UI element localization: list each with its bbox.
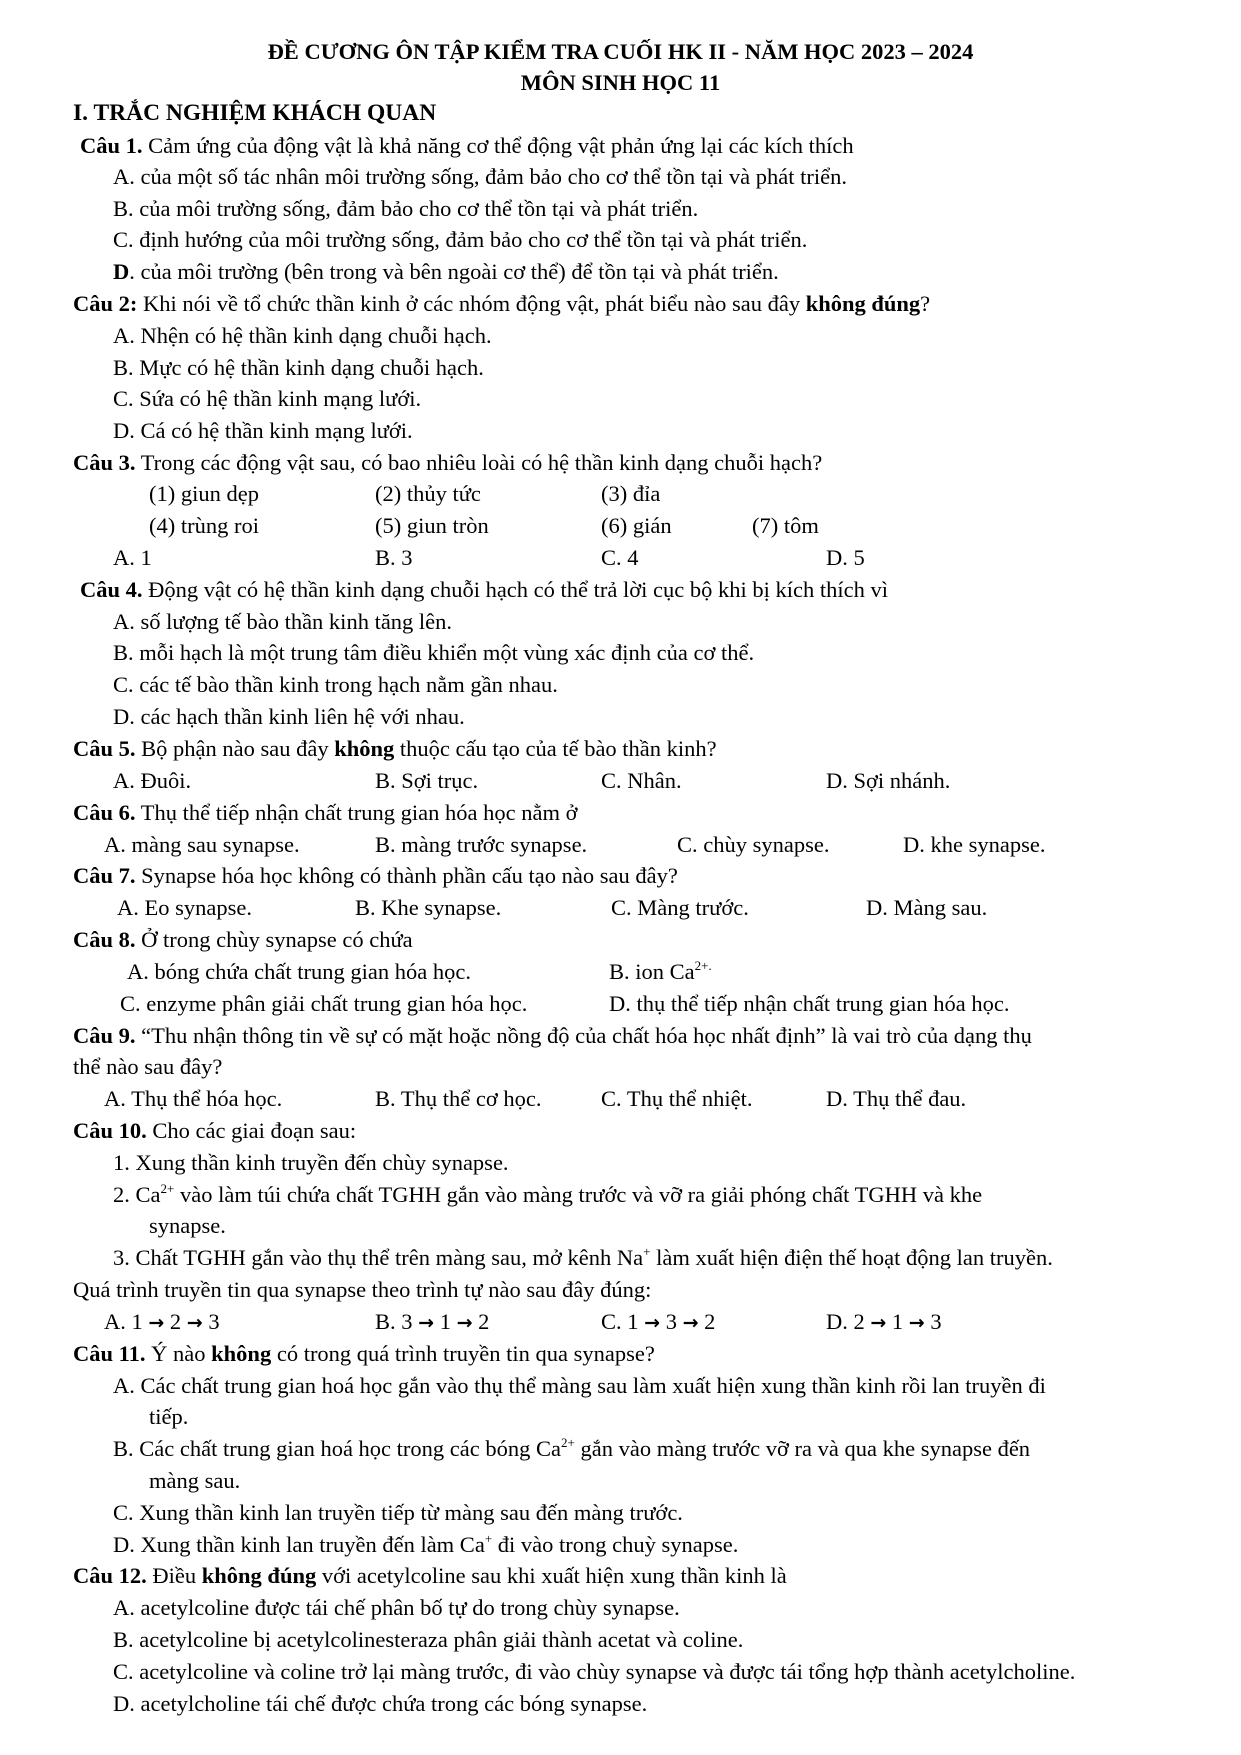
right-arrow-icon: →	[418, 1312, 435, 1334]
question-end: với acetylcoline sau khi xuất hiện xung thần kinh là	[316, 1563, 787, 1588]
q5-option-b: B. Sợi trục.	[375, 768, 479, 793]
q6-option-c: C. chùy synapse.	[677, 832, 830, 857]
superscript: 2+	[160, 1181, 175, 1196]
step-text: 2. Ca	[113, 1182, 161, 1207]
question-text: Điều	[146, 1563, 202, 1588]
question-11	[73, 1338, 655, 1370]
q10-step-3	[113, 1242, 1053, 1274]
q3-option-d: D. 5	[826, 545, 865, 570]
right-arrow-icon: →	[186, 1312, 203, 1334]
option-text: gắn vào màng trước vỡ ra và qua khe synapse đến	[574, 1436, 1031, 1461]
question-number: Câu 7.	[73, 863, 136, 888]
question-text: Thụ thể tiếp nhận chất trung gian hóa học nằm ở	[135, 800, 578, 825]
q12-option-c: C. acetylcoline và coline trở lại màng trước, đi vào chùy synapse và được tái tổng hợp thành acetylcholine.	[113, 1659, 1076, 1684]
question-text: Cảm ứng của động vật là khả năng cơ thể động vật phản ứng lại các kích thích	[142, 133, 854, 158]
right-arrow-icon: →	[870, 1312, 887, 1334]
q3-option-a: A. 1	[113, 545, 152, 570]
q6-option-a: A. màng sau synapse.	[104, 832, 300, 857]
question-8	[73, 924, 413, 956]
q11-option-a-continued: tiếp.	[149, 1404, 189, 1429]
option-text: 3	[660, 1309, 683, 1334]
emphasis: không	[334, 736, 395, 761]
document-title: ĐỀ CƯƠNG ÔN TẬP KIỂM TRA CUỐI HK II - NĂM HỌC 2023 – 2024	[267, 39, 974, 64]
q10-step-2-continued: synapse.	[149, 1213, 226, 1238]
q1-option-a: A. của một số tác nhân môi trường sống, đảm bảo cho cơ thể tồn tại và phát triển.	[113, 164, 847, 189]
question-number: Câu 11.	[73, 1341, 146, 1366]
right-arrow-icon: →	[908, 1312, 925, 1334]
q3-item-4: (4) trùng roi	[149, 513, 259, 538]
question-9	[73, 1020, 1032, 1052]
q5-option-c: C. Nhân.	[601, 768, 682, 793]
q11-option-b-continued: màng sau.	[149, 1468, 241, 1493]
question-number: Câu 2:	[73, 291, 138, 316]
question-number: Câu 3.	[73, 450, 136, 475]
superscript: +	[484, 1531, 493, 1546]
q1-option-d	[113, 256, 779, 288]
q7-option-a: A. Eo synapse.	[117, 895, 252, 920]
question-10	[73, 1115, 356, 1147]
q2-option-c: C. Sứa có hệ thần kinh mạng lưới.	[113, 386, 422, 411]
q1-option-c: C. định hướng của môi trường sống, đảm bảo cho cơ thể tồn tại và phát triển.	[113, 227, 808, 252]
q10-option-c	[601, 1306, 715, 1340]
option-text: B. Các chất trung gian hoá học trong các bóng Ca	[113, 1436, 561, 1461]
q3-item-2: (2) thủy tức	[375, 481, 481, 506]
question-text: Synapse hóa học không có thành phần cấu tạo nào sau đây?	[135, 863, 678, 888]
emphasis: không đúng	[201, 1563, 317, 1588]
question-3	[73, 447, 822, 479]
option-text: đi vào trong chuỳ synapse.	[492, 1532, 739, 1557]
question-number: Câu 10.	[73, 1118, 147, 1143]
q7-option-d: D. Màng sau.	[866, 895, 988, 920]
q9-option-b: B. Thụ thể cơ học.	[375, 1086, 542, 1111]
option-text: 2	[164, 1309, 187, 1334]
right-arrow-icon: →	[456, 1312, 473, 1334]
q11-option-d	[113, 1529, 738, 1561]
option-text: 3	[924, 1309, 942, 1334]
question-text: Trong các động vật sau, có bao nhiêu loài có hệ thần kinh dạng chuỗi hạch?	[135, 450, 823, 475]
option-text: A. 1	[104, 1309, 149, 1334]
question-number: Câu 5.	[73, 736, 136, 761]
q9-option-d: D. Thụ thể đau.	[826, 1086, 967, 1111]
q8-option-c: C. enzyme phân giải chất trung gian hóa học.	[120, 991, 528, 1016]
question-7	[73, 860, 678, 892]
q6-option-b: B. màng trước synapse.	[375, 832, 588, 857]
q2-option-d: D. Cá có hệ thần kinh mạng lưới.	[113, 418, 413, 443]
q4-option-d: D. các hạch thần kinh liên hệ với nhau.	[113, 704, 465, 729]
q9-option-c: C. Thụ thể nhiệt.	[601, 1086, 753, 1111]
question-text: Khi nói về tổ chức thần kinh ở các nhóm động vật, phát biểu nào sau đây	[137, 291, 806, 316]
q9-option-a: A. Thụ thể hóa học.	[104, 1086, 283, 1111]
q3-option-c: C. 4	[601, 545, 639, 570]
q3-item-5: (5) giun tròn	[375, 513, 489, 538]
question-12	[73, 1560, 787, 1592]
option-text: D. Xung thần kinh lan truyền đến làm Ca	[113, 1532, 485, 1557]
step-text: làm xuất hiện điện thế hoạt động lan truyền.	[650, 1245, 1053, 1270]
question-number: Câu 6.	[73, 800, 136, 825]
q6-option-d: D. khe synapse.	[903, 832, 1046, 857]
question-5	[73, 733, 717, 765]
question-text: “Thu nhận thông tin về sự có mặt hoặc nồng độ của chất hóa học nhất định” là vai trò của dạng thụ	[135, 1023, 1032, 1048]
q12-option-a: A. acetylcoline được tái chế phân bố tự do trong chùy synapse.	[113, 1595, 680, 1620]
q8-option-a: A. bóng chứa chất trung gian hóa học.	[127, 959, 471, 984]
q3-item-3: (3) đỉa	[601, 481, 661, 506]
question-text: Bộ phận nào sau đây	[135, 736, 335, 761]
q4-option-b: B. mỗi hạch là một trung tâm điều khiển một vùng xác định của cơ thể.	[113, 640, 755, 665]
q7-option-c: C. Màng trước.	[611, 895, 749, 920]
question-4	[80, 574, 888, 606]
option-text: B. ion Ca	[609, 959, 695, 984]
question-number: Câu 4.	[80, 577, 143, 602]
question-1	[80, 130, 854, 162]
q4-option-a: A. số lượng tế bào thần kinh tăng lên.	[113, 609, 453, 634]
option-text: . của môi trường (bên trong và bên ngoài cơ thể) để tồn tại và phát triển.	[129, 259, 779, 284]
q10-option-a	[104, 1306, 220, 1340]
emphasis: không đúng	[805, 291, 921, 316]
q2-option-b: B. Mực có hệ thần kinh dạng chuỗi hạch.	[113, 355, 484, 380]
q7-option-b: B. Khe synapse.	[355, 895, 502, 920]
question-text: Động vật có hệ thần kinh dạng chuỗi hạch có thể trả lời cục bộ khi bị kích thích vì	[142, 577, 888, 602]
option-text: C. 1	[601, 1309, 645, 1334]
section-heading: I. TRẮC NGHIỆM KHÁCH QUAN	[73, 100, 437, 126]
question-text: Ở trong chùy synapse có chứa	[135, 927, 413, 952]
emphasis: không	[211, 1341, 272, 1366]
right-arrow-icon: →	[148, 1312, 165, 1334]
superscript: 2+.	[694, 958, 712, 973]
question-6	[73, 797, 578, 829]
question-end: ?	[920, 291, 931, 316]
option-text: D. 2	[826, 1309, 871, 1334]
option-text: B. 3	[375, 1309, 419, 1334]
q11-option-c: C. Xung thần kinh lan truyền tiếp từ màng sau đến màng trước.	[113, 1500, 683, 1525]
option-text: 1	[886, 1309, 909, 1334]
q12-option-d: D. acetylcholine tái chế được chứa trong các bóng synapse.	[113, 1691, 648, 1716]
option-letter: D	[113, 259, 130, 284]
q3-item-7: (7) tôm	[752, 513, 819, 538]
option-text: 3	[202, 1309, 220, 1334]
step-text: vào làm túi chứa chất TGHH gắn vào màng trước và vỡ ra giải phóng chất TGHH và khe	[174, 1182, 983, 1207]
q8-option-b	[609, 956, 712, 988]
q10-question: Quá trình truyền tin qua synapse theo trình tự nào sau đây đúng:	[73, 1277, 652, 1302]
q5-option-d: D. Sợi nhánh.	[826, 768, 951, 793]
q3-option-b: B. 3	[375, 545, 413, 570]
question-number: Câu 12.	[73, 1563, 147, 1588]
q10-step-1: 1. Xung thần kinh truyền đến chùy synapse.	[113, 1150, 509, 1175]
q4-option-c: C. các tế bào thần kinh trong hạch nằm gần nhau.	[113, 672, 558, 697]
q2-option-a: A. Nhện có hệ thần kinh dạng chuỗi hạch.	[113, 323, 492, 348]
question-2	[73, 288, 930, 320]
q8-option-d: D. thụ thể tiếp nhận chất trung gian hóa học.	[609, 991, 1010, 1016]
right-arrow-icon: →	[682, 1312, 699, 1334]
q10-step-2	[113, 1179, 982, 1211]
superscript: +	[643, 1244, 651, 1259]
question-text: Cho các giai đoạn sau:	[146, 1118, 357, 1143]
superscript: 2+	[561, 1435, 575, 1450]
q5-option-a: A. Đuôi.	[113, 768, 192, 793]
step-text: 3. Chất TGHH gắn vào thụ thể trên màng sau, mở kênh Na	[113, 1245, 644, 1270]
q1-option-b: B. của môi trường sống, đảm bảo cho cơ thể tồn tại và phát triển.	[113, 196, 699, 221]
question-end: có trong quá trình truyền tin qua synapse?	[271, 1341, 655, 1366]
q11-option-a: A. Các chất trung gian hoá học gắn vào thụ thể màng sau làm xuất hiện xung thần kinh rồi lan truyền đi	[113, 1373, 1046, 1398]
q10-option-b	[375, 1306, 489, 1340]
q3-item-1: (1) giun dẹp	[149, 481, 259, 506]
q10-option-d	[826, 1306, 942, 1340]
question-number: Câu 8.	[73, 927, 136, 952]
question-9-continued: thể nào sau đây?	[73, 1054, 223, 1079]
subject-title: MÔN SINH HỌC 11	[520, 70, 721, 95]
question-number: Câu 9.	[73, 1023, 136, 1048]
option-text: 2	[472, 1309, 490, 1334]
question-number: Câu 1.	[80, 133, 143, 158]
option-text: 2	[698, 1309, 716, 1334]
question-end: thuộc cấu tạo của tế bào thần kinh?	[394, 736, 717, 761]
q3-item-6: (6) gián	[601, 513, 672, 538]
option-text: 1	[434, 1309, 457, 1334]
q11-option-b	[113, 1433, 1030, 1465]
question-text: Ý nào	[145, 1341, 212, 1366]
right-arrow-icon: →	[644, 1312, 661, 1334]
q12-option-b: B. acetylcoline bị acetylcolinesteraza phân giải thành acetat và coline.	[113, 1627, 744, 1652]
